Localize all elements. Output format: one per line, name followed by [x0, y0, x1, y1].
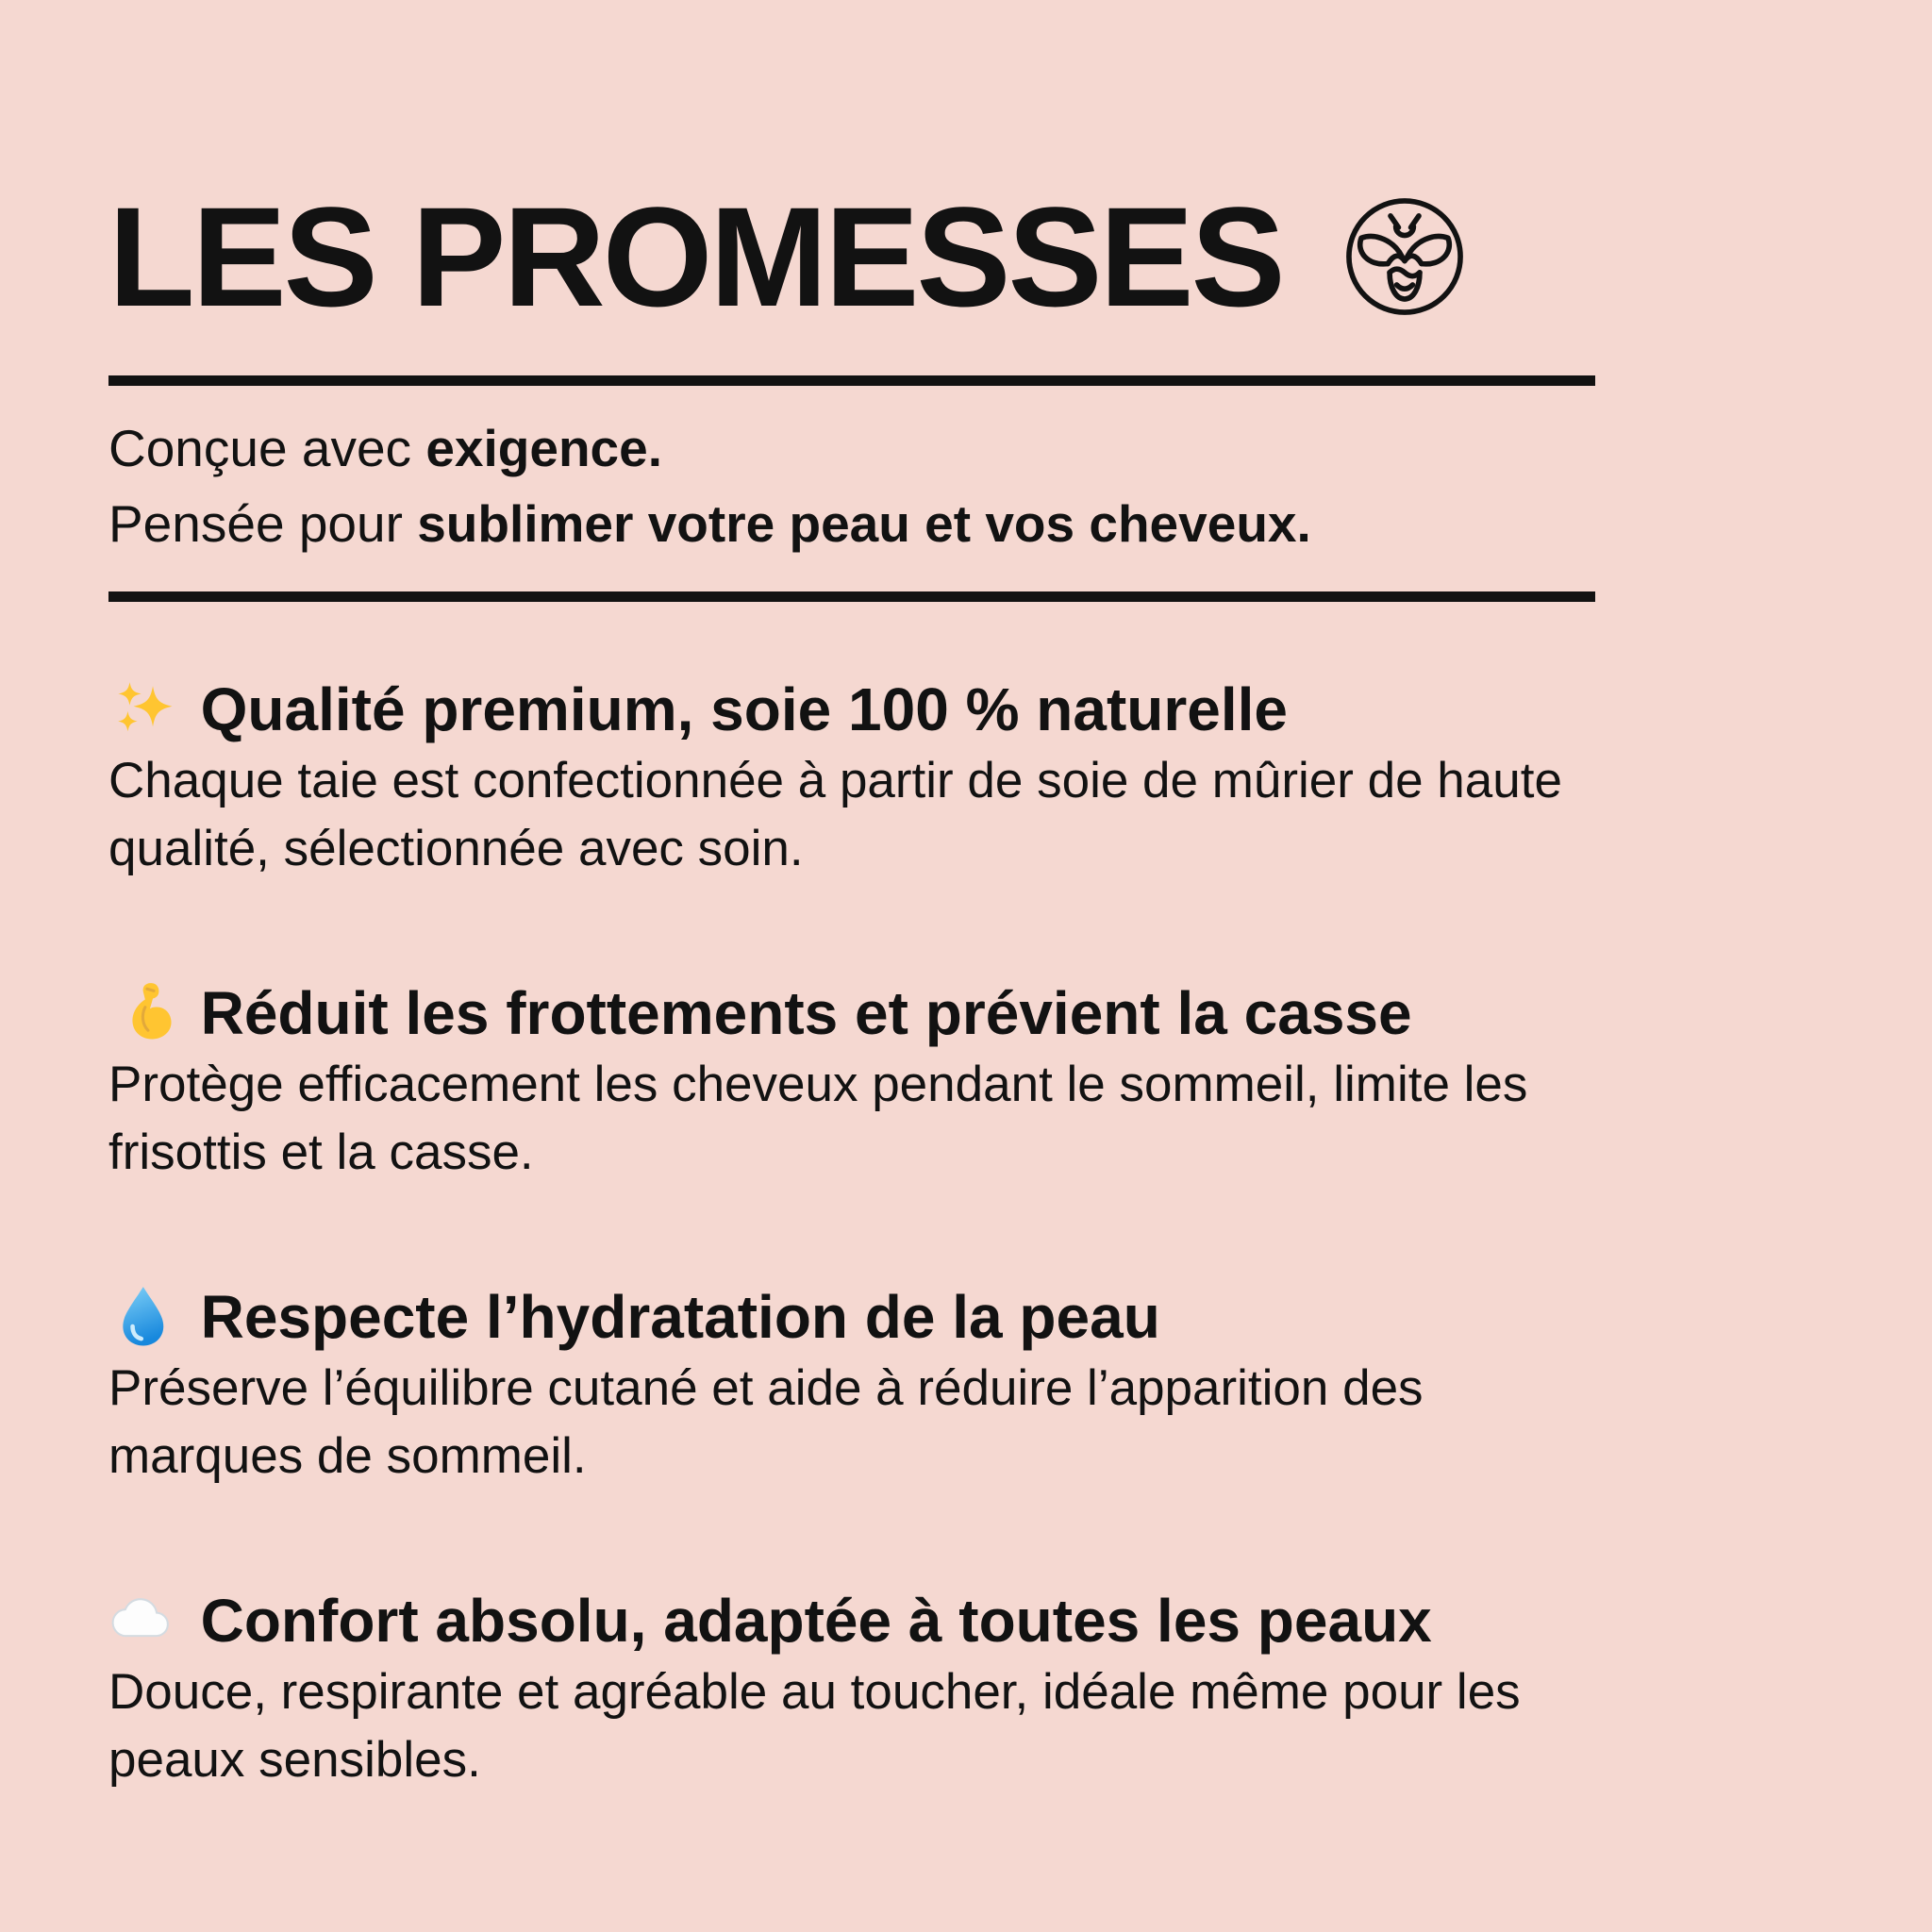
- promise-section-cloud: [108, 1585, 1824, 1794]
- promise-body-line: Douce, respirante et agréable au toucher, idéale même pour les: [108, 1664, 1521, 1720]
- promise-body: [108, 1051, 1824, 1187]
- biceps-icon: [108, 978, 178, 1048]
- droplet-icon: [108, 1282, 178, 1352]
- page-title: LES PROMESSES: [108, 177, 1283, 336]
- promise-body-line: marques de sommeil.: [108, 1428, 587, 1484]
- divider-top: [108, 375, 1595, 386]
- promise-body: [108, 1658, 1824, 1794]
- promise-body-line: frisottis et la casse.: [108, 1124, 534, 1180]
- sparkles-icon: [108, 675, 178, 744]
- promise-section-biceps: [108, 977, 1824, 1187]
- promise-heading: [108, 1281, 1824, 1353]
- promise-section-droplet: [108, 1281, 1824, 1491]
- promise-body: [108, 747, 1824, 883]
- promise-heading: [108, 977, 1824, 1049]
- intro-line: [108, 486, 1824, 561]
- divider-bottom: [108, 591, 1595, 602]
- promise-body: [108, 1355, 1824, 1491]
- promise-heading-text: Respecte l’hydratation de la peau: [200, 1283, 1160, 1351]
- promise-heading-text: Confort absolu, adaptée à toutes les peaux: [200, 1587, 1432, 1655]
- promise-heading-text: Réduit les frottements et prévient la casse: [200, 979, 1412, 1047]
- cloud-icon: [108, 1586, 178, 1656]
- promise-body-line: Protège efficacement les cheveux pendant le sommeil, limite les: [108, 1057, 1528, 1112]
- promise-body-line: Chaque taie est confectionnée à partir de soie de mûrier de haute: [108, 753, 1562, 808]
- promises-list: [108, 674, 1824, 1794]
- promise-body-line: Préserve l’équilibre cutané et aide à réduire l’apparition des: [108, 1360, 1424, 1416]
- promise-body-line: peaux sensibles.: [108, 1732, 481, 1788]
- intro-text-bold: sublimer votre peau et vos cheveux.: [417, 494, 1311, 553]
- bee-logo-icon: [1334, 186, 1475, 327]
- intro-line: [108, 410, 1824, 486]
- intro-block: [108, 386, 1824, 591]
- promise-section-sparkles: [108, 674, 1824, 883]
- title-row: [108, 177, 1824, 336]
- promise-heading-text: Qualité premium, soie 100 % naturelle: [200, 675, 1288, 743]
- promise-heading: [108, 1585, 1824, 1657]
- intro-text-bold: exigence.: [425, 419, 663, 477]
- promise-body-line: qualité, sélectionnée avec soin.: [108, 821, 804, 876]
- promise-heading: [108, 674, 1824, 745]
- intro-text: Conçue avec: [108, 419, 426, 477]
- intro-text: Pensée pour: [108, 494, 418, 553]
